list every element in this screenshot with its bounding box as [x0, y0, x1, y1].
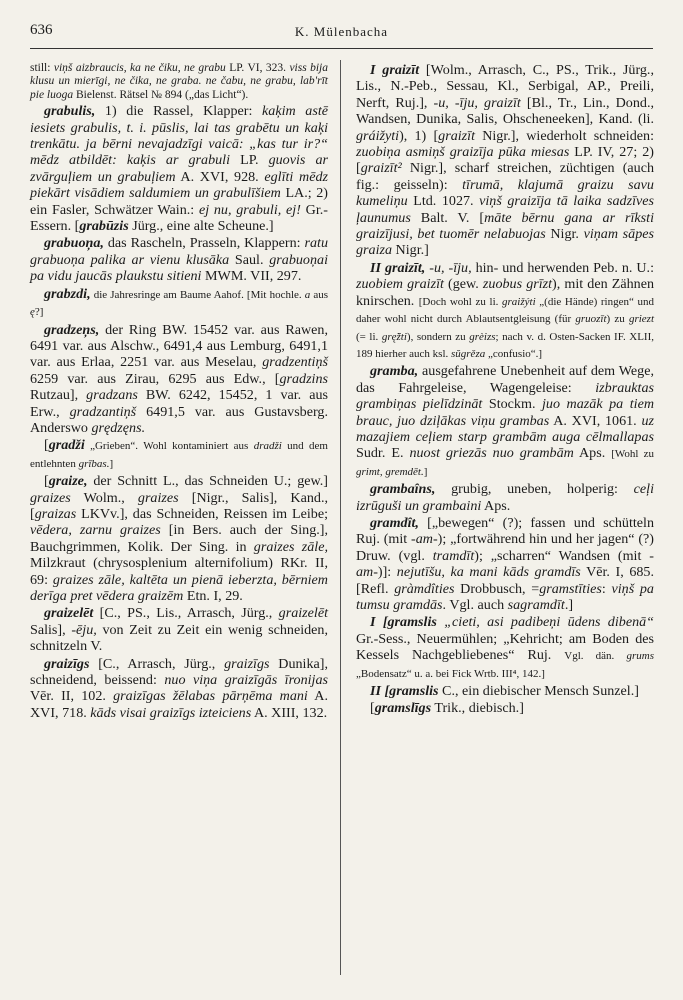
dictionary-entry	[356, 683, 654, 699]
entry-text: MWM. VII, 297.	[201, 268, 302, 285]
entry-text: viņam sāpes graiza	[356, 226, 654, 259]
entry-text: ausgefahrene Unebenheit auf dem Wege, das Fahrgeleise, Wagengeleise:	[356, 363, 654, 396]
entry-text: graizīgas žēlabas pārņēma mani	[113, 688, 308, 705]
entry-text: graizes zāle, kaltēta un pienā ieberzta, bērniem derīga pret vēdera graizēm	[30, 571, 328, 604]
entry-text: :	[601, 580, 612, 597]
entry-text: [Wohl zu	[611, 448, 655, 461]
entry-text: Stockm.	[482, 396, 543, 413]
entry-text: 1) die Rassel, Klapper:	[95, 103, 263, 120]
entry-text: graizīt²	[360, 160, 402, 177]
entry-text: Vēr. I, 685. [Refl.	[356, 564, 654, 597]
entry-text: LKVv.], das Schneiden, Reissen im Leibe;	[76, 505, 328, 522]
dictionary-entry	[30, 656, 328, 722]
left-column	[30, 62, 328, 722]
headword: gramdît,	[370, 514, 419, 531]
entry-text: der Schnitt L., das Schneiden U.; gew.]	[87, 473, 328, 490]
entry-text: graizīt	[438, 127, 475, 144]
entry-text: tramdīt	[432, 547, 475, 564]
entry-text: dradži	[253, 440, 282, 453]
entry-text: uz mazajiem ceļiem starp grambām auga cēlmallapas	[356, 412, 654, 445]
entry-text: -u, -īju,	[429, 259, 472, 276]
entry-text: ratu grabuoņa palika ar vienu klusāka	[30, 235, 328, 268]
entry-text: graizīgs	[224, 655, 270, 672]
entry-text: C., ein diebischer Mensch Sunzel.]	[438, 683, 639, 700]
headword: II graizīt,	[370, 259, 426, 276]
entry-text: -am-	[411, 531, 438, 548]
entry-text: . Vgl. auch	[442, 597, 508, 613]
entry-text: ) zu	[606, 313, 629, 326]
page-header: K. Mülenbacha	[294, 24, 389, 39]
entry-text: -ēju,	[71, 621, 97, 638]
entry-text: Vēr. II, 102.	[30, 688, 114, 705]
entry-text: gràmdîties	[394, 580, 455, 597]
entry-text: [Wolm., Arrasch, C., PS., Trik., Jürg., Lis., N.-Peb., Sessau, Kl., Serbigal, AP., Preili, Nerft, Ruj.],	[356, 62, 654, 111]
entry-text: graizas	[34, 505, 77, 522]
entry-text: viss bija klusu un mierīgi, ne čika, ne graba. ne čabu, ne grabu, lab'rīt pie luoga	[30, 62, 328, 101]
entry-text: guovis ar zvārguļiem un grabuļiem	[30, 152, 328, 185]
right-column	[356, 62, 654, 718]
entry-text: grums	[626, 650, 654, 663]
dictionary-entry	[356, 481, 654, 514]
entry-text: Wolm.,	[70, 489, 138, 506]
entry-text: LA.; 2) ein Fasler, Schwätzer Wain.:	[30, 185, 328, 218]
entry-text: Saul.	[229, 251, 270, 268]
entry-text: [C., Arrasch, Jürg.,	[89, 655, 225, 672]
entry-text: BW. 6242, 15452, 1 var. aus Erw.,	[30, 387, 328, 420]
entry-text: die Jahresringe am Baume Aahof. [Mit hochle.	[90, 288, 305, 301]
dictionary-entry	[356, 614, 654, 682]
entry-text: grèizs	[469, 330, 496, 343]
entry-text: ej nu, grabuli, ej!	[198, 201, 301, 218]
entry-text: nuost griezās nuo grambām	[409, 445, 574, 462]
entry-text: .]	[564, 597, 574, 613]
entry-text: gradzans	[86, 387, 138, 404]
entry-text: [	[370, 700, 375, 717]
page-number: 636	[30, 22, 53, 38]
dictionary-entry	[356, 62, 654, 259]
entry-text: Sudr. E.	[356, 445, 410, 462]
header-rule	[30, 48, 653, 49]
entry-text: sŭgrěza	[451, 347, 486, 360]
entry-text: grabuoņai pa vidu jaucās plaukstu sitieni	[30, 251, 328, 285]
entry-text: Drobbusch, =	[454, 580, 540, 597]
entry-text: A. XVI, 718.	[30, 688, 328, 721]
entry-text: „cieti, asi padibeņi ūdens dibenā“	[444, 614, 655, 631]
entry-text: )]:	[377, 564, 397, 581]
entry-text: „Grieben“. Wohl kontaminiert aus	[84, 440, 254, 453]
entry-text: [Nigr., Salis], Kand., [	[30, 489, 329, 522]
entry-text: 6491,5 var. aus Gustavsberg. Anderswo	[30, 403, 328, 436]
entry-text: viņš pa tumsu gramdās	[356, 580, 654, 613]
entry-text: vēdera, zarnu graizes	[30, 522, 161, 539]
entry-text: [Bl., Tr., Lin., Dond., Wandsen, Dunika, Salis, Ohscheneeken], Kand. (li.	[356, 94, 654, 128]
entry-text: und dem entlehnten	[30, 440, 328, 470]
entry-text: graizes zāle,	[253, 538, 328, 555]
entry-text: Dunika], schneidend, beissend:	[30, 655, 328, 689]
entry-text: „(die Hände) ringen“ und daher wohl nicht durch Ablautsentgleisung (für	[356, 295, 655, 326]
entry-text: [in Bers. auch der Sing.], Bauchgrimmen, Kolik. Der Sing. in	[30, 522, 328, 555]
entry-text: -am-	[356, 547, 654, 581]
entry-text: māte bērnu gana ar rīksti graizījusi, bet tuomēr nelabuojas	[356, 209, 655, 243]
dictionary-entry	[30, 103, 328, 234]
entry-text: „Bodensatz“ u. a. bei Fick Wrtb. III⁴, 142.]	[356, 667, 545, 680]
dictionary-entry	[30, 235, 328, 284]
entry-text: ), 1) [	[399, 127, 439, 144]
entry-text: A. XIII, 132.	[251, 704, 328, 721]
entry-text: a	[304, 288, 311, 301]
dictionary-entry	[356, 515, 654, 613]
headword: grabzdi,	[44, 285, 91, 302]
entry-text: (= li.	[356, 330, 382, 343]
entry-text: [Doch wohl zu li.	[418, 295, 503, 308]
entry-text: Aps.	[573, 445, 612, 462]
entry-text: griezt	[628, 313, 654, 326]
entry-text: LP.	[230, 152, 269, 169]
headword: gramba,	[370, 363, 419, 380]
headword: II [gramslis	[370, 683, 439, 700]
entry-text: [„bewegen“ (?); fassen und schütteln Ruj. (mit	[356, 514, 654, 548]
entry-text: tīrumā, klajumā graizu savu kumeliņu	[356, 176, 654, 210]
entry-text: juo mazāk pa tiem brauc, juo dziļākas viņu grambas	[356, 396, 655, 429]
entry-text: Vgl. dän.	[564, 650, 627, 663]
entry-text: nejutīšu, ka mani kāds gramdīs	[396, 564, 581, 581]
entry-text: still:	[30, 62, 54, 74]
entry-text: das Rascheln, Prasseln, Klappern:	[103, 235, 305, 252]
entry-text: grubig, uneben, holperig:	[435, 481, 634, 498]
entry-text: [	[44, 437, 49, 454]
entry-text: graizes	[137, 489, 179, 506]
entry-text: ]	[423, 465, 428, 478]
entry-text: Trik., diebisch.]	[431, 700, 524, 717]
entry-text: grędzęns.	[91, 419, 146, 436]
entry-text: grības.	[78, 457, 110, 470]
entry-text: Nigr.	[545, 226, 584, 243]
column-divider	[340, 60, 341, 975]
entry-text: ]	[109, 457, 114, 470]
entry-text: ?]	[34, 306, 44, 319]
entry-text: Bielenst. Rätsel № 894 („das Licht“).	[73, 88, 249, 101]
entry-text: von Zeit zu Zeit ein wenig schneiden, schnitzeln V.	[30, 621, 328, 655]
entry-text: Aps.	[481, 497, 511, 514]
entry-text: Balt. V. [	[410, 209, 485, 226]
entry-text: 6259 var. aus Zirau, 6295 aus Edw., [	[30, 370, 280, 387]
entry-text: kāds visai graizīgs izteiciens	[90, 704, 252, 721]
entry-text: Ltd. 1027.	[407, 193, 480, 210]
headword: I graizīt	[370, 62, 420, 78]
entry-text: der Ring BW. 15452 var. aus Rawen, 6491 var. aus Alschw., 6491,4 aus Lemburg, 6491,1 var. aus Erlaa, 2251 var. aus Meselau,	[30, 321, 328, 371]
entry-text: izbrauktas grambiņas pielīdzināt	[356, 379, 654, 413]
entry-text: aus	[310, 288, 328, 301]
headword: graizīgs	[44, 655, 90, 672]
dictionary-entry	[30, 437, 328, 472]
entry-text: Nigr.], wiederholt schneiden:	[474, 127, 654, 144]
entry-text: grę̃žti	[381, 330, 407, 343]
entry-text: „confusio“.]	[485, 347, 543, 360]
entry-text: A. XVI, 928.	[175, 168, 265, 185]
entry-text: graižýti	[502, 295, 536, 308]
dictionary-entry	[30, 322, 328, 437]
entry-text: eglīti mēdz piekārt visādiem saldumiem un grabulīšiem	[30, 168, 328, 202]
entry-text: kaķim astē iesiets grabulis, t. i. pūslis, lai tas grabētu un kaķi trenkātu. ja bērni nevajadzīgi vaicā: „kas tur ir?“ mēdz atbildēt: kaķis ar grabuli	[30, 103, 328, 169]
entry-text: Milzkraut (chrysosplenium alternifolium) RKr. II, 69:	[30, 555, 328, 588]
entry-text: (gew.	[443, 276, 483, 293]
entry-text: zuobus grīzt	[482, 276, 553, 293]
entry-text: graizelēt	[278, 605, 328, 622]
entry-text: LP. IV, 27; 2) [	[356, 144, 654, 177]
entry-text: sagramdīt	[507, 597, 565, 613]
entry-text: ); „fortwährend hin und her jagen“ (?) Druw. (vgl.	[356, 531, 654, 564]
headword: gramslīgs	[374, 700, 432, 717]
entry-text: -u, -īju, graizīt	[433, 94, 521, 111]
entry-text: ), mit den Zähnen knirschen.	[356, 276, 654, 309]
entry-text: graizes	[30, 489, 71, 506]
entry-text: ceļi izrūguši un grambaini	[356, 481, 654, 514]
entry-text: zuobiem graizīt	[356, 276, 444, 293]
headword: gradzeņs,	[44, 321, 100, 338]
headword: grabuoņa,	[44, 235, 104, 252]
entry-text: Nigr.], scharf streichen, züchtigen (auch fig.: geisseln):	[356, 160, 654, 193]
entry-text: Gr.-Essern. [	[30, 201, 328, 235]
entry-text: zuobiņa asmiņš graizīja pūka miesas	[356, 144, 570, 161]
dictionary-entry	[356, 700, 654, 716]
entry-text: gradzentiņš	[262, 354, 328, 371]
dictionary-entry	[30, 62, 328, 102]
dictionary-entry	[356, 260, 654, 362]
entry-text: hin- und herwenden Peb. n. U.:	[471, 259, 654, 276]
entry-text: gráižyti	[356, 127, 400, 144]
headword: grambaîns,	[370, 481, 436, 498]
entry-text: gruozīt	[575, 313, 607, 326]
entry-text: [	[44, 473, 49, 490]
headword: graizelēt	[44, 605, 94, 622]
headword: grabulis,	[44, 103, 96, 120]
entry-text: ę	[30, 306, 35, 319]
dictionary-entry	[30, 286, 328, 321]
entry-text: gradzins	[279, 370, 328, 387]
entry-text: Nigr.]	[392, 242, 429, 259]
entry-text: nuo viņa graizīgās īronijas	[164, 672, 328, 689]
entry-text: grimt, gremdēt.	[356, 465, 424, 478]
entry-text: gradzantiņš	[69, 403, 137, 420]
entry-text: Jürg., eine alte Scheune.]	[128, 218, 274, 235]
entry-text: LP. VI, 323.	[225, 62, 290, 74]
headword: gradži	[48, 437, 85, 454]
entry-text: viņš aizbraucis, ka ne čiku, ne grabu	[53, 62, 226, 74]
entry-text: ), sondern zu	[406, 330, 470, 343]
entry-text: ); „scharren“ Wandsen (mit	[474, 547, 650, 564]
entry-text: A. XVI, 1061.	[549, 412, 642, 429]
entry-text: [C., PS., Lis., Arrasch, Jürg.,	[93, 605, 279, 622]
headword: graize,	[48, 473, 88, 490]
dictionary-entry	[30, 473, 328, 604]
entry-text: Salis],	[30, 621, 72, 638]
headword: grabūzis	[79, 218, 129, 235]
dictionary-entry	[30, 605, 328, 654]
entry-text: Gr.-Sess., Neuermühlen; „Kehricht; am Boden des Kessels Nachgebliebenes“ Ruj.	[356, 630, 654, 664]
dictionary-entry	[356, 363, 654, 480]
entry-text: ; nach v. d. Osten-Sacken IF. XLII, 189 hierher auch ksl.	[356, 330, 655, 360]
entry-text: gramstīties	[539, 580, 602, 597]
headword: I [gramslis	[370, 614, 437, 631]
entry-text: Etn. I, 29.	[183, 588, 243, 604]
entry-text: Rutzau],	[30, 387, 87, 404]
entry-text: viņš graizīja tā laika sadzīves ļaunumus	[356, 193, 654, 226]
